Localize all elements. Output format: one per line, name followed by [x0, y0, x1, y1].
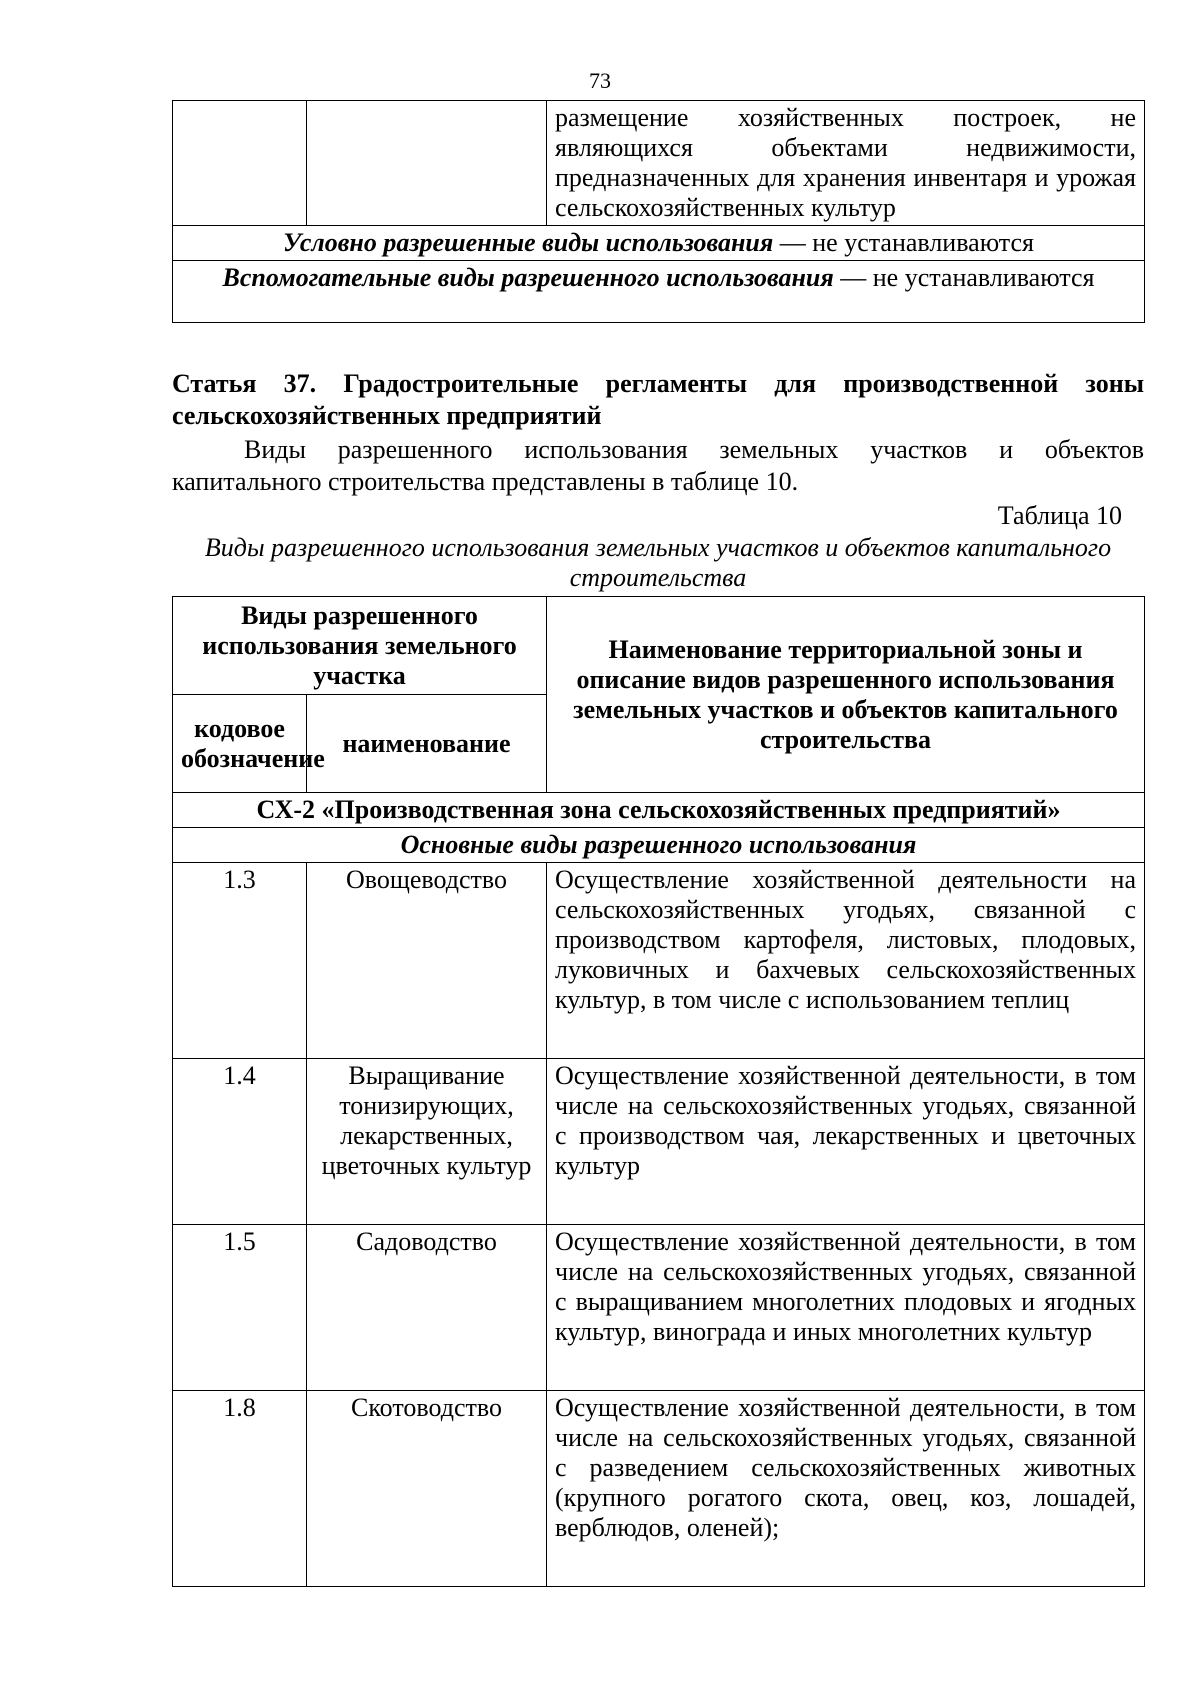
continued-text-cell: размещение хозяйственных построек, не являющихся объектами недвижимости, предназначенных для хранения инвентаря и урожая сельскохозяйственных культур — [547, 101, 1145, 226]
table-row — [173, 1225, 1145, 1391]
header-description-cell: Наименование территориальной зоны и описание видов разрешенного использования земельных участков и объектов капитального строительства — [547, 597, 1145, 793]
description-cell: Осуществление хозяйственной деятельности на сельскохозяйственных угодьях, связанной с производством картофеля, листовых, плодовых, луковичных и бахчевых сельскохозяйственных культур, в том числе с использованием теплиц — [547, 863, 1145, 1059]
code-cell: 1.8 — [173, 1391, 307, 1587]
conditional-uses-value: — не устанавливаются — [773, 228, 1034, 257]
auxiliary-uses-label: Вспомогательные виды разрешенного использования — [222, 263, 834, 292]
table-row — [173, 1391, 1145, 1587]
table-caption: Виды разрешенного использования земельных участков и объектов капитального строительства — [204, 533, 1112, 592]
auxiliary-uses-cell — [173, 261, 1145, 323]
table-label: Таблица 10 — [997, 501, 1122, 530]
auxiliary-uses-row — [173, 261, 1145, 323]
table-row — [173, 1059, 1145, 1225]
table-row — [173, 101, 1145, 226]
name-cell: Овощеводство — [307, 863, 547, 1059]
section-title-row — [173, 828, 1145, 863]
name-cell: Садоводство — [307, 1225, 547, 1391]
conditional-uses-cell — [173, 226, 1145, 261]
description-cell: Осуществление хозяйственной деятельности, в том числе на сельскохозяйственных угодьях, связанной с производством чая, лекарственных и цветочных культур — [547, 1059, 1145, 1225]
name-cell: Выращивание тонизирующих, лекарственных, цветочных культур — [307, 1059, 547, 1225]
continued-table — [172, 100, 1145, 323]
conditional-uses-label: Условно разрешенные виды использования — [283, 228, 774, 257]
auxiliary-uses-value: — не устанавливаются — [833, 263, 1095, 292]
description-cell: Осуществление хозяйственной деятельности, в том числе на сельскохозяйственных угодьях, связанной с разведением сельскохозяйственных животных (крупного рогатого скота, овец, коз, лошадей, верблюдов, оленей); — [547, 1391, 1145, 1587]
empty-cell — [173, 101, 307, 226]
header-name-cell: наименование — [307, 695, 547, 793]
page-number: 73 — [589, 68, 611, 93]
table-header-row — [173, 597, 1145, 695]
header-code-cell: кодовое обозначение — [173, 695, 307, 793]
intro-paragraph: Виды разрешенного использования земельных участков и объектов капитального строительства представлены в таблице 10. — [172, 435, 1144, 496]
empty-cell — [307, 101, 547, 226]
name-cell: Скотоводство — [307, 1391, 547, 1587]
code-cell: 1.3 — [173, 863, 307, 1059]
zone-title-row — [173, 793, 1145, 828]
code-cell: 1.5 — [173, 1225, 307, 1391]
zone-title: СХ-2 «Производственная зона сельскохозяйственных предприятий» — [173, 793, 1145, 828]
conditional-uses-row — [173, 226, 1145, 261]
article-title: Статья 37. Градостроительные регламенты для производственной зоны сельскохозяйственных предприятий — [172, 369, 1144, 430]
header-group-cell: Виды разрешенного использования земельного участка — [173, 597, 547, 695]
description-cell: Осуществление хозяйственной деятельности, в том числе на сельскохозяйственных угодьях, связанной с выращиванием многолетних плодовых и ягодных культур, винограда и иных многолетних культур — [547, 1225, 1145, 1391]
section-title: Основные виды разрешенного использования — [173, 828, 1145, 863]
table-row — [173, 863, 1145, 1059]
permitted-uses-table — [172, 596, 1145, 1587]
code-cell: 1.4 — [173, 1059, 307, 1225]
